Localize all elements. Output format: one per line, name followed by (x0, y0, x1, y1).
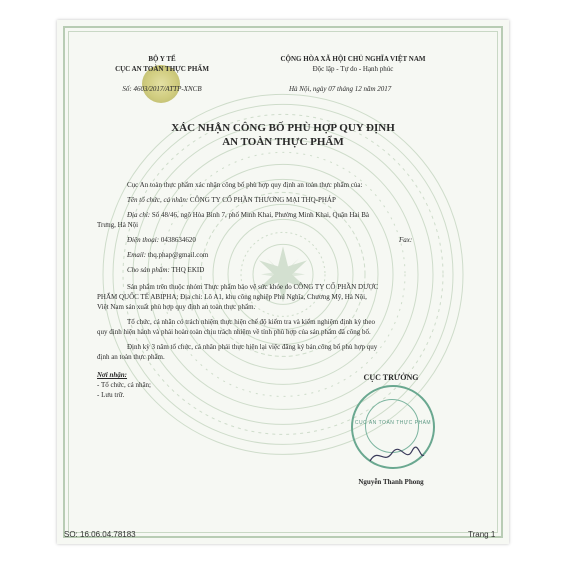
paragraph1-line2: PHẨM QUỐC TẾ ABIPHA; Địa chỉ: Lô A1, khu công nghiệp Phú Nghĩa, Chương Mỹ, Hà Nội, (97, 293, 367, 301)
email-label: Email: (127, 251, 147, 259)
ministry-name: BỘ Y TẾ (148, 55, 176, 63)
document-title-line1: XÁC NHẬN CÔNG BỐ PHÙ HỢP QUY ĐỊNH (171, 122, 395, 134)
document-page (57, 20, 509, 544)
paragraph3-line1: Định kỳ 3 năm tổ chức, cá nhân phải thực hiện lại việc đăng ký bản công bố phù hợp quy (127, 343, 378, 351)
email-value: thq.phap@gmail.com (147, 251, 209, 259)
paragraph1-line3: Việt Nam sản xuất phù hợp quy định an toàn thực phẩm. (97, 303, 256, 311)
email-row (127, 250, 427, 260)
recipient-item: - Tổ chức, cá nhân; (97, 381, 152, 389)
seal-text: CỤC AN TOÀN THỰC PHẨM (354, 420, 432, 426)
page-number: Trang 1 (468, 530, 496, 539)
phone-label: Điện thoại: (127, 236, 160, 244)
address-row (127, 210, 487, 220)
document-number: Số: 4603/2017/ATTP-XNCB (122, 85, 202, 93)
country-name: CỘNG HÒA XÃ HỘI CHỦ NGHĨA VIỆT NAM (280, 55, 426, 63)
paragraph3-line2: định an toàn thực phẩm. (97, 353, 165, 361)
signer-name: Nguyễn Thanh Phong (358, 478, 424, 486)
fax-label: Fax: (399, 236, 413, 244)
issue-date: Hà Nội, ngày 07 tháng 12 năm 2017 (289, 85, 392, 93)
address-label: Địa chỉ: (127, 211, 151, 219)
paragraph2-line1: Tổ chức, cá nhân có trách nhiệm thực hiện chế độ kiểm tra và kiểm nghiệm định kỳ theo (127, 318, 376, 326)
paragraph2-line2: quy định hiện hành và phải hoàn toàn chịu trách nhiệm về tính phù hợp của sản phẩm đã công bố. (97, 328, 371, 336)
org-value: CÔNG TY CỔ PHẦN THƯƠNG MẠI THQ-PHÁP (189, 196, 336, 204)
recipient-item: - Lưu trữ. (97, 391, 125, 399)
product-label: Cho sản phẩm: (127, 266, 170, 274)
product-row (127, 265, 427, 275)
phone-row (127, 235, 327, 245)
department-name: CỤC AN TOÀN THỰC PHẨM (115, 65, 209, 73)
phone-value: 0438634620 (160, 236, 196, 244)
address-value-line2: Trưng, Hà Nội (97, 221, 139, 229)
product-value: THQ EKID (171, 266, 205, 274)
intro-text: Cục An toàn thực phẩm xác nhận công bố phù hợp quy định an toàn thực phẩm của: (127, 181, 363, 189)
document-serial: SO: 16.06.04.78183 (64, 530, 136, 539)
document-title-line2: AN TOÀN THỰC PHẨM (222, 136, 344, 148)
address-value-line1: Số 48/46, ngõ Hòa Bình 7, phố Minh Khai, Phường Minh Khai, Quận Hai Bà (151, 211, 369, 219)
national-motto: Độc lập - Tự do - Hạnh phúc (312, 65, 394, 73)
signature-icon (366, 443, 426, 469)
org-label: Tên tổ chức, cá nhân: (127, 196, 189, 204)
org-row (127, 195, 487, 205)
recipients-label: Nơi nhận: (97, 371, 128, 379)
signer-title: CỤC TRƯỞNG (363, 373, 419, 382)
paragraph1-line1: Sản phẩm trên thuộc nhóm Thực phẩm bảo vệ sức khỏe do CÔNG TY CỔ PHẦN DƯỢC (127, 283, 379, 291)
